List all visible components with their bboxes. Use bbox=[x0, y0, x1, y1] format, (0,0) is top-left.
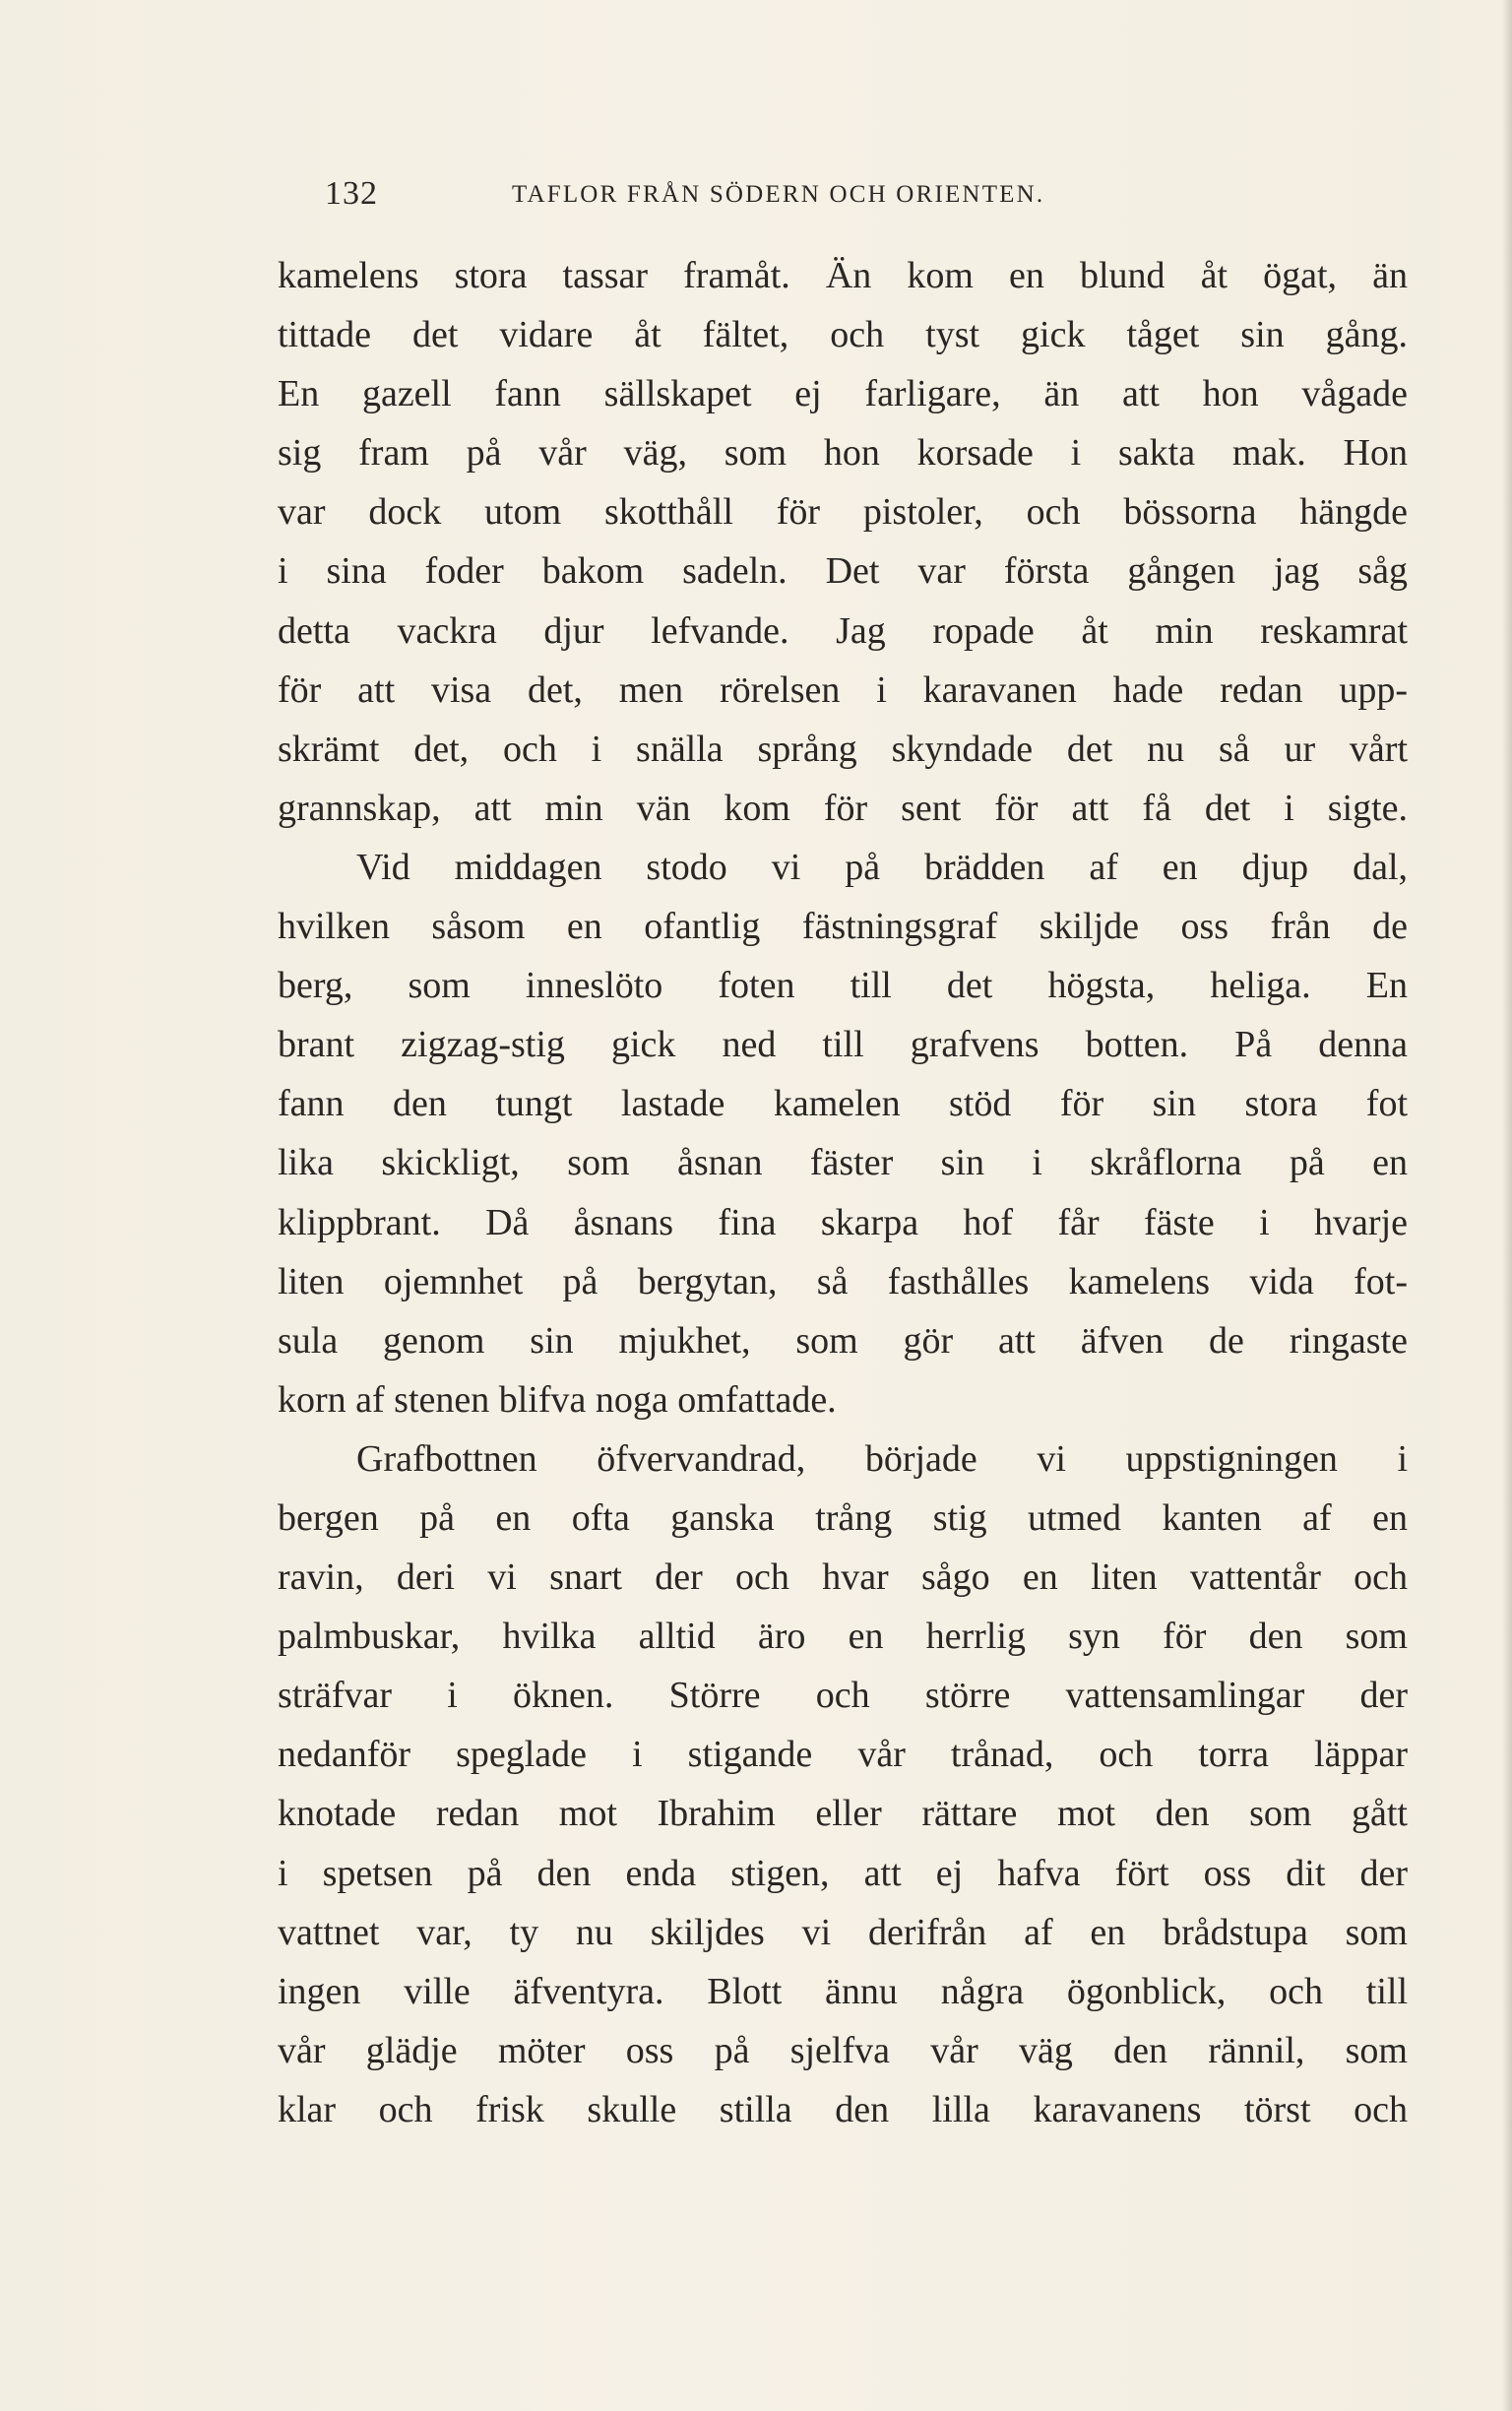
text-line: berg, som inneslöto foten till det högsta, heliga. En bbox=[278, 965, 1408, 1007]
text-line: kamelens stora tassar framåt. Än kom en blund åt ögat, än bbox=[278, 255, 1408, 296]
text-line: fann den tungt lastade kamelen stöd för sin stora fot bbox=[278, 1083, 1408, 1125]
page-number: 132 bbox=[325, 175, 378, 212]
text-line: vattnet var, ty nu skiljdes vi derifrån af en brådstupa som bbox=[278, 1911, 1408, 1953]
text-line: sula genom sin mjukhet, som gör att äfven de ringaste bbox=[278, 1319, 1408, 1362]
text-line: sig fram på vår väg, som hon korsade i sakta mak. Hon bbox=[278, 432, 1408, 475]
text-line: hvilken såsom en ofantlig fästningsgraf skiljde oss från de bbox=[278, 906, 1408, 948]
running-head: TAFLOR FRÅN SÖDERN OCH ORIENTEN. bbox=[512, 181, 1045, 208]
text-line: bergen på en ofta ganska trång stig utmed kanten af en bbox=[278, 1496, 1408, 1539]
text-line: var dock utom skotthåll för pistoler, och bössorna hängde bbox=[278, 491, 1408, 534]
text-line: palmbuskar, hvilka alltid äro en herrlig syn för den som bbox=[278, 1616, 1408, 1658]
text-line: En gazell fann sällskapet ej farligare, än att hon vågade bbox=[278, 373, 1408, 415]
text-line: sträfvar i öknen. Större och större vattensamlingar der bbox=[278, 1675, 1408, 1717]
text-line: liten ojemnhet på bergytan, så fasthålles kamelens vida fot- bbox=[278, 1260, 1408, 1302]
text-line: i spetsen på den enda stigen, att ej hafva fört oss dit der bbox=[278, 1852, 1408, 1894]
text-line: klippbrant. Då åsnans fina skarpa hof får fäste i hvarje bbox=[278, 1201, 1408, 1243]
page-edge-shadow bbox=[1502, 0, 1512, 2411]
text-line: korn af stenen blifva noga omfattade. bbox=[278, 1378, 837, 1421]
text-line: ravin, deri vi snart der och hvar sågo en liten vattentår och bbox=[278, 1556, 1408, 1599]
text-line: Vid middagen stodo vi på brädden af en djup dal, bbox=[356, 846, 1408, 888]
text-line: knotade redan mot Ibrahim eller rättare mot den som gått bbox=[278, 1793, 1408, 1835]
text-line: vår glädje möter oss på sjelfva vår väg den rännil, som bbox=[278, 2029, 1408, 2071]
page-header bbox=[325, 175, 1211, 219]
text-line: nedanför speglade i stigande vår trånad, och torra läppar bbox=[278, 1734, 1408, 1776]
text-line: klar och frisk skulle stilla den lilla karavanens törst och bbox=[278, 2088, 1408, 2130]
text-line: i sina foder bakom sadeln. Det var första gången jag såg bbox=[278, 550, 1408, 593]
text-line: detta vackra djur lefvande. Jag ropade åt min reskamrat bbox=[278, 609, 1408, 652]
text-line: grannskap, att min vän kom för sent för att få det i sigte. bbox=[278, 787, 1408, 829]
text-line: brant zigzag-stig gick ned till grafvens botten. På denna bbox=[278, 1024, 1408, 1066]
text-line: Grafbottnen öfvervandrad, började vi uppstigningen i bbox=[356, 1437, 1408, 1480]
body-text bbox=[278, 246, 1408, 2139]
text-line: för att visa det, men rörelsen i karavanen hade redan upp- bbox=[278, 668, 1408, 711]
text-line: ingen ville äfventyra. Blott ännu några ögonblick, och till bbox=[278, 1970, 1408, 2012]
text-line: tittade det vidare åt fältet, och tyst gick tåget sin gång. bbox=[278, 314, 1408, 356]
text-line: skrämt det, och i snälla språng skyndade det nu så ur vårt bbox=[278, 728, 1408, 770]
text-line: lika skickligt, som åsnan fäster sin i skråflorna på en bbox=[278, 1142, 1408, 1184]
